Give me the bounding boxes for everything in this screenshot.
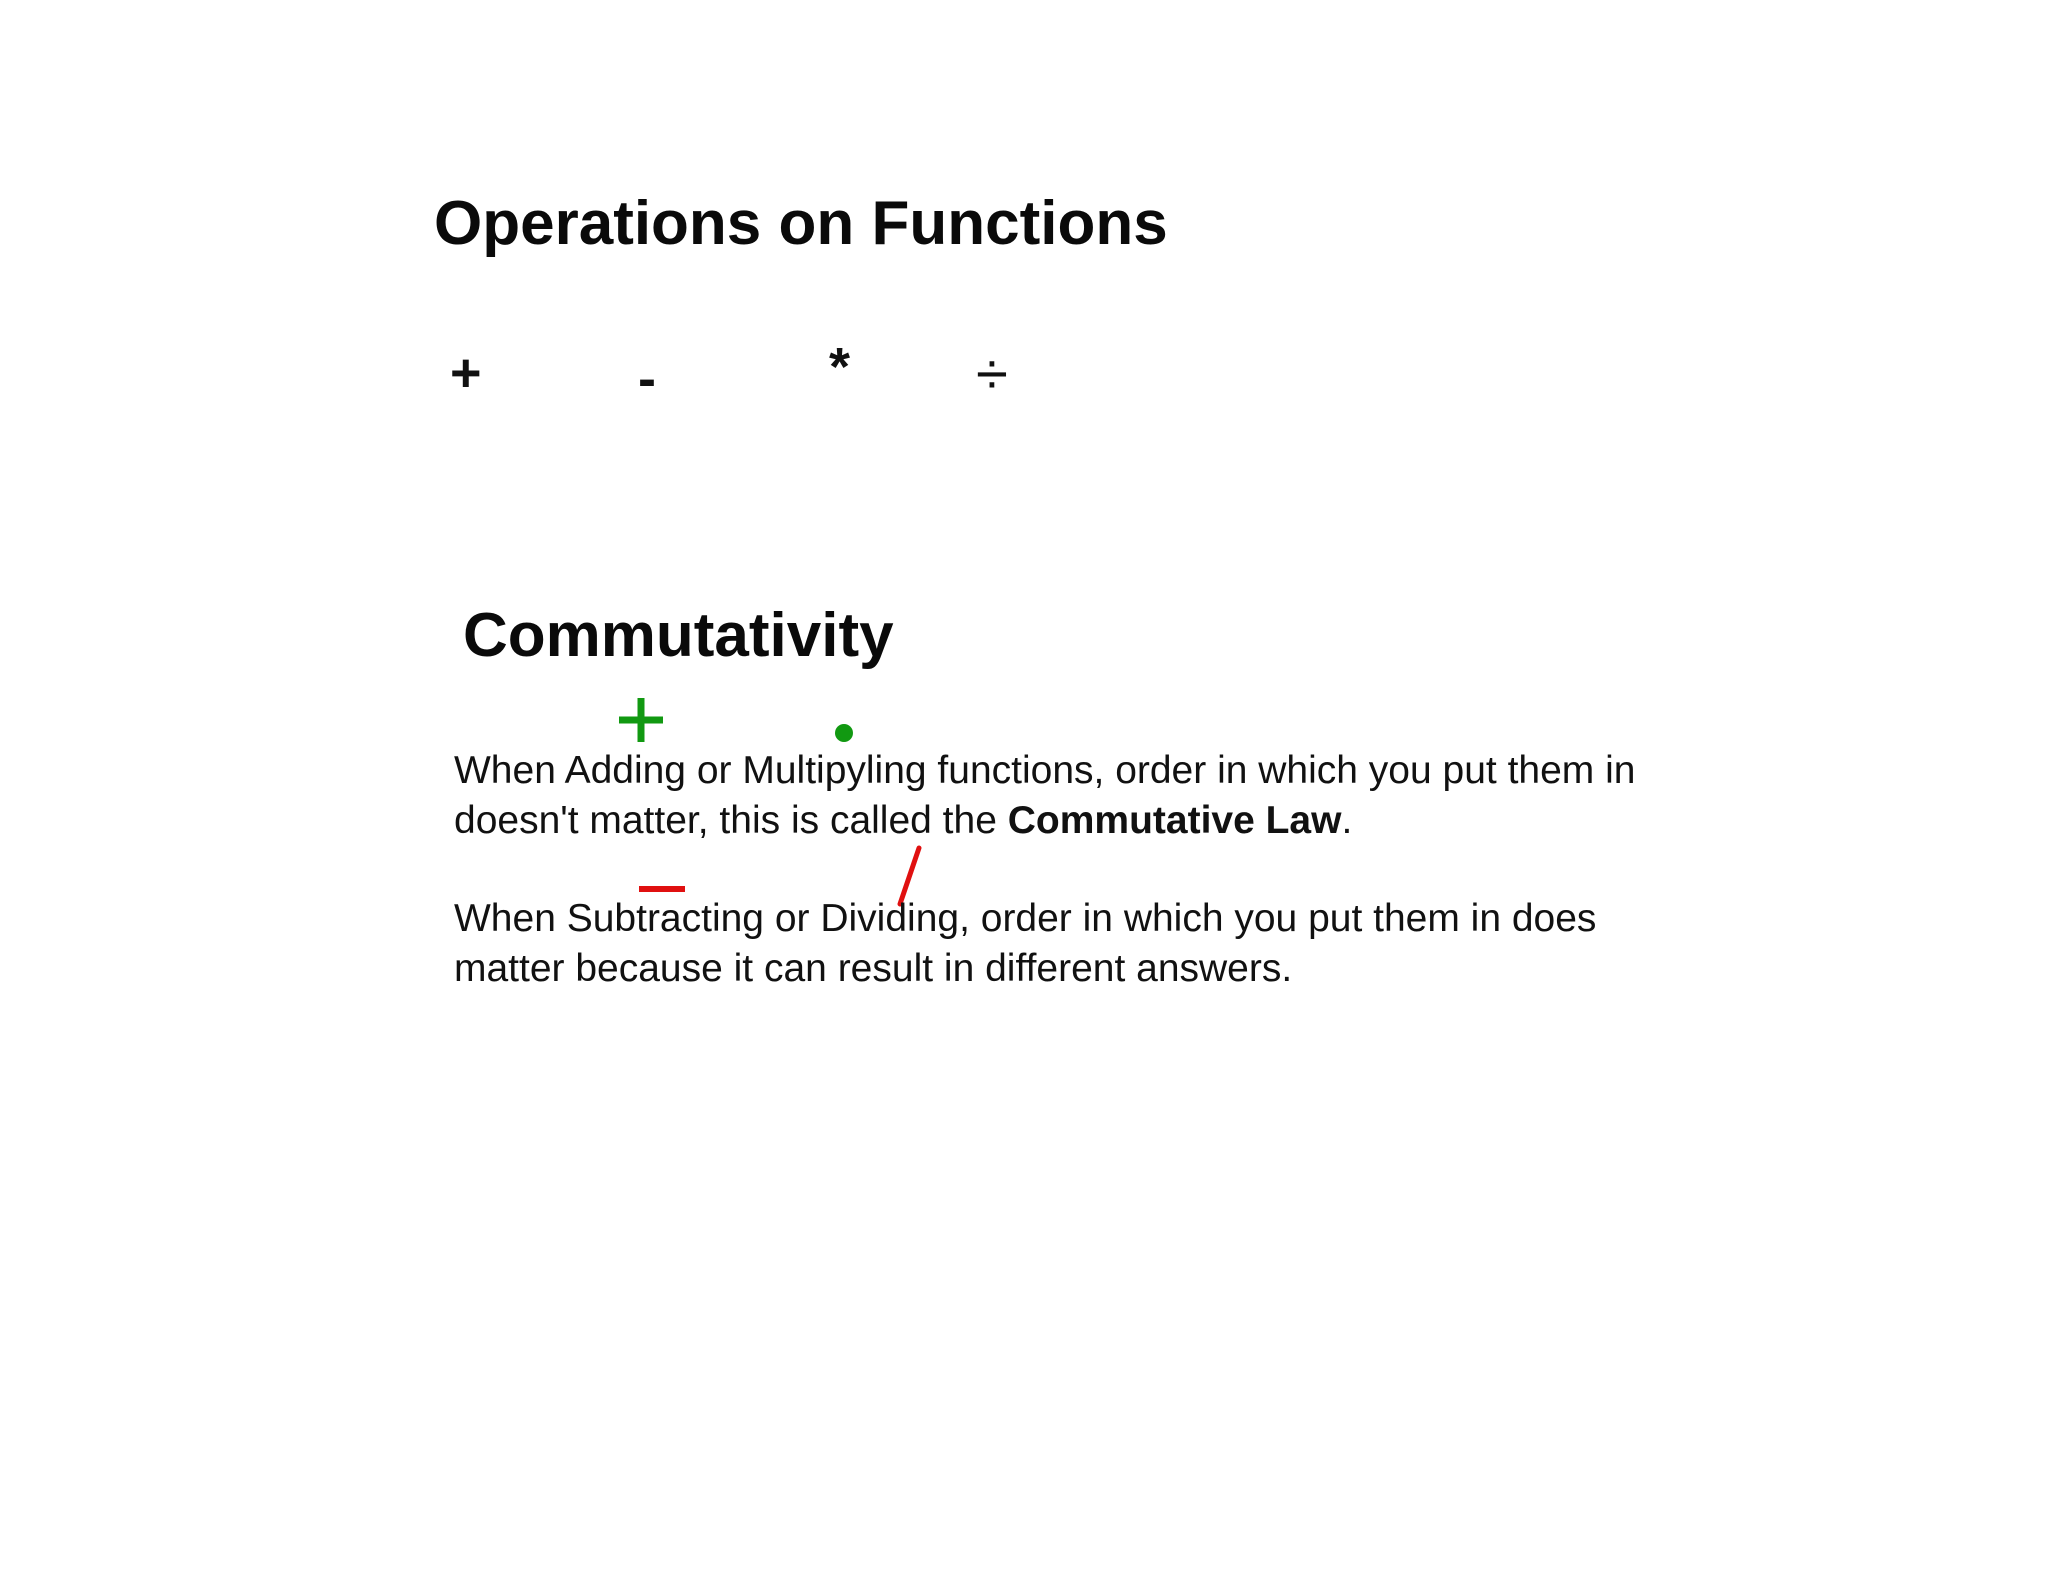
green-plus-icon (617, 696, 665, 744)
commutative-paragraph (454, 746, 1704, 846)
section-heading: Commutativity (463, 601, 894, 670)
commutative-law-term: Commutative Law (1007, 799, 1342, 842)
minus-operator: - (638, 349, 656, 409)
paragraph1-text: When Adding or Multipyling functions, order in which you put them in doesn't matter, this is called the (454, 749, 1636, 842)
non-commutative-paragraph: When Subtracting or Dividing, order in which you put them in does matter because it can result in different answers. (454, 897, 1597, 990)
multiply-operator: * (829, 337, 851, 397)
green-dot-icon (834, 723, 854, 743)
green-dot (835, 724, 853, 742)
paragraph1-end: . (1341, 799, 1353, 842)
divide-operator: ÷ (976, 342, 1008, 407)
page-title: Operations on Functions (434, 189, 1168, 258)
plus-operator: + (450, 343, 482, 403)
